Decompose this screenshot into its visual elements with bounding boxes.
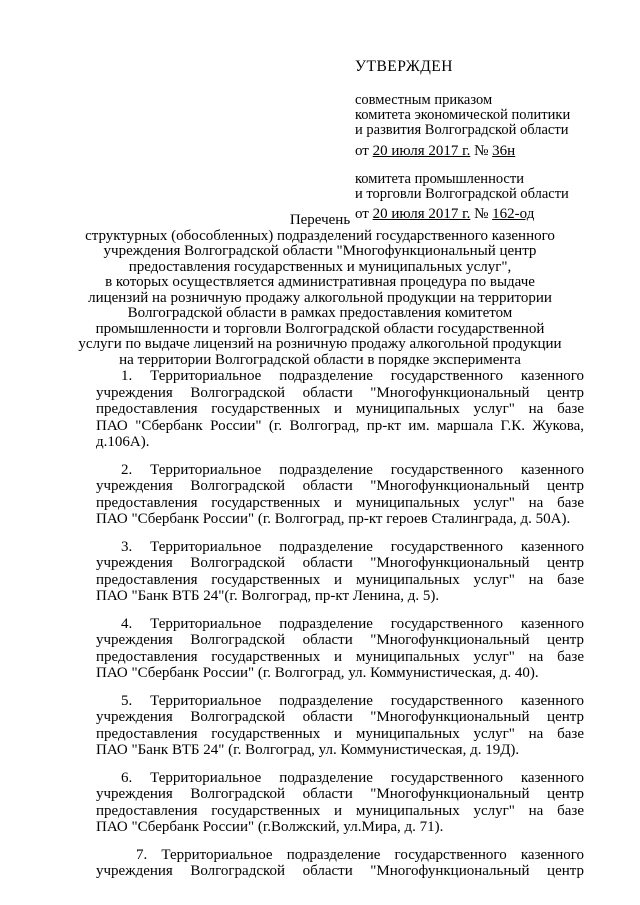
- item-line: 3. Территориальное подразделение государственного казенного: [121, 538, 584, 555]
- title-line: учреждения Волгоградской области "Многофункциональный центр: [103, 243, 537, 259]
- list-item: [96, 847, 584, 880]
- item-line: предоставления государственных и муниципальных услуг" на базе: [96, 571, 584, 588]
- item-line: д.106А).: [96, 434, 150, 450]
- item-line: учреждения Волгоградской области "Многофункциональный центр: [96, 786, 584, 802]
- title-line: Волгоградской области в рамках предоставления комитетом: [127, 305, 513, 321]
- approval-line: совместным приказом: [355, 92, 493, 108]
- list-item: [96, 462, 584, 528]
- item-line: 4. Территориальное подразделение государственного казенного: [121, 615, 584, 632]
- title-line: услуги по выдаче лицензий на розничную продажу алкогольной продукции: [78, 336, 562, 352]
- approval-heading: УТВЕРЖДЕН: [355, 58, 453, 75]
- item-line: 2. Территориальное подразделение государственного казенного: [121, 461, 584, 478]
- list-item: [96, 539, 584, 605]
- item-line: предоставления государственных и муниципальных услуг" на базе: [96, 494, 584, 511]
- order-date: 20 июля 2017 г.: [372, 143, 471, 159]
- order-number: 162-од: [492, 206, 535, 222]
- approval-block: [355, 58, 615, 223]
- order-reference-2: от 20 июля 2017 г. № 162-од: [355, 206, 535, 222]
- item-line: учреждения Волгоградской области "Многофункциональный центр: [96, 384, 584, 401]
- list-item: [96, 693, 584, 759]
- item-line: предоставления государственных и муниципальных услуг" на базе: [96, 648, 584, 665]
- approval-line: и развития Волгоградской области: [355, 122, 569, 138]
- item-line: учреждения Волгоградской области "Многофункциональный центр: [96, 709, 584, 725]
- subdivision-list: [96, 368, 584, 891]
- item-line: предоставления государственных и муниципальных услуг" на базе: [96, 401, 584, 417]
- item-line: ПАО "Сбербанк России" (г. Волгоград, ул. Коммунистическая, д. 40).: [96, 665, 539, 681]
- list-item: [96, 368, 584, 451]
- title-line: на территории Волгоградской области в порядке эксперимента: [119, 351, 521, 368]
- item-line: учреждения Волгоградской области "Многофункциональный центр: [96, 478, 584, 494]
- item-line: предоставления государственных и муниципальных услуг" на базе: [96, 802, 584, 819]
- item-line: ПАО "Сбербанк России" (г.Волжский, ул.Мира, д. 71).: [96, 819, 444, 835]
- approval-line: комитета промышленности: [355, 171, 524, 187]
- item-line: 7. Территориальное подразделение государственного казенного: [136, 846, 584, 863]
- order-reference-1: от 20 июля 2017 г. № 36н: [355, 143, 516, 159]
- item-line: ПАО "Банк ВТБ 24" (г. Волгоград, ул. Коммунистическая, д. 19Д).: [96, 742, 520, 758]
- item-line: 6. Территориальное подразделение государственного казенного: [121, 769, 584, 786]
- item-line: ПАО "Сбербанк России" (г. Волгоград, пр-кт героев Сталинграда, д. 50А).: [96, 511, 571, 527]
- item-line: 5. Территориальное подразделение государственного казенного: [121, 692, 584, 709]
- title-line: Перечень: [289, 212, 351, 228]
- item-line: учреждения Волгоградской области "Многофункциональный центр: [96, 863, 584, 879]
- item-line: учреждения Волгоградской области "Многофункциональный центр: [96, 632, 584, 648]
- document-title: [70, 213, 570, 368]
- title-line: структурных (обособленных) подразделений государственного казенного: [85, 227, 555, 244]
- order-date: 20 июля 2017 г.: [372, 206, 471, 222]
- list-item: [96, 770, 584, 836]
- title-line: в которых осуществляется административная процедура по выдаче: [105, 274, 535, 290]
- approval-line: комитета экономической политики: [355, 107, 571, 123]
- item-line: предоставления государственных и муниципальных услуг" на базе: [96, 725, 584, 742]
- approval-line: и торговли Волгоградской области: [355, 186, 569, 202]
- order-number: 36н: [492, 143, 516, 159]
- item-line: ПАО "Банк ВТБ 24"(г. Волгоград, пр-кт Ленина, д. 5).: [96, 588, 440, 604]
- item-line: учреждения Волгоградской области "Многофункциональный центр: [96, 555, 584, 571]
- title-line: предоставления государственных и муниципальных услуг",: [128, 258, 512, 275]
- list-item: [96, 616, 584, 682]
- item-line: 1. Территориальное подразделение государственного казенного: [121, 368, 584, 384]
- title-line: лицензий на розничную продажу алкогольной продукции на территории: [88, 289, 552, 306]
- item-line: ПАО "Сбербанк России" (г. Волгоград, пр-кт им. маршала Г.К. Жукова,: [96, 417, 584, 434]
- title-line: промышленности и торговли Волгоградской области государственной: [95, 320, 545, 337]
